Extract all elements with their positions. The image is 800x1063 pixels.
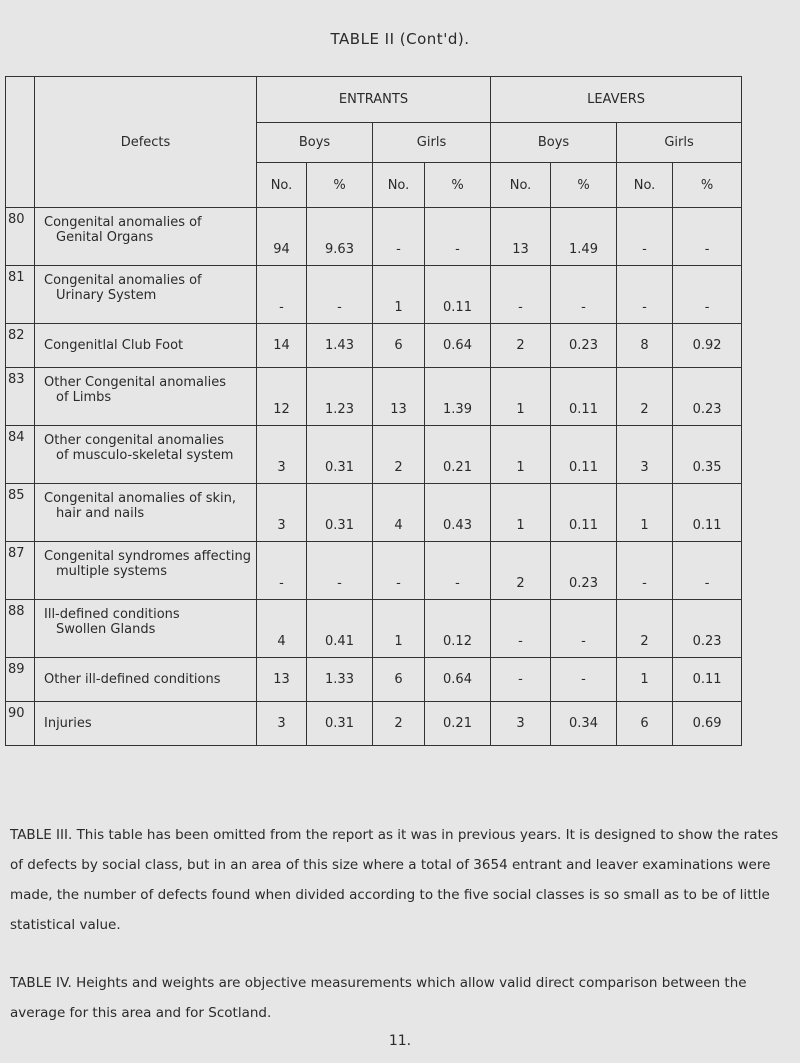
value-cell: 2 xyxy=(373,426,425,484)
value-cell: 0.34 xyxy=(551,702,617,746)
value-cell: 0.11 xyxy=(551,484,617,542)
value-cell: 0.64 xyxy=(425,324,491,368)
table3-note-text: TABLE III. This table has been omitted from the report as it was in previous years. It is designed to show the rates of defects by social class, but in an area of this size where a total of 3654 entrant and leaver examinations were made, the number of defects found when divided according to the five social classes is so small as to be of little statistical value. xyxy=(10,827,779,933)
value-cell: 0.31 xyxy=(307,484,373,542)
value-cell: 0.31 xyxy=(307,426,373,484)
leavers-girls-no-header: No. xyxy=(617,163,673,208)
leavers-girls-header: Girls xyxy=(617,123,742,163)
table-body xyxy=(6,208,742,746)
value-cell: 3 xyxy=(491,702,551,746)
defect-line-2: Urinary System xyxy=(56,288,157,303)
row-defect xyxy=(35,266,257,324)
table-row xyxy=(6,702,742,746)
entrants-boys-pct-header: % xyxy=(307,163,373,208)
row-code: 90 xyxy=(6,702,35,746)
value-cell: 13 xyxy=(491,208,551,266)
value-cell: 0.23 xyxy=(673,368,742,426)
value-cell: 1.23 xyxy=(307,368,373,426)
table3-note xyxy=(10,820,790,940)
leavers-girls-pct-header: % xyxy=(673,163,742,208)
value-cell: 9.63 xyxy=(307,208,373,266)
value-cell: 0.41 xyxy=(307,600,373,658)
row-code: 81 xyxy=(6,266,35,324)
value-cell: 94 xyxy=(257,208,307,266)
value-cell: 0.11 xyxy=(551,368,617,426)
table-row xyxy=(6,208,742,266)
value-cell: 1.39 xyxy=(425,368,491,426)
entrants-boys-header: Boys xyxy=(257,123,373,163)
value-cell: - xyxy=(617,208,673,266)
value-cell: 2 xyxy=(373,702,425,746)
value-cell: 6 xyxy=(373,658,425,702)
value-cell: 0.23 xyxy=(673,600,742,658)
defects-header: Defects xyxy=(35,77,257,208)
value-cell: 3 xyxy=(257,702,307,746)
value-cell: 8 xyxy=(617,324,673,368)
value-cell: 0.11 xyxy=(425,266,491,324)
value-cell: - xyxy=(307,542,373,600)
row-code: 85 xyxy=(6,484,35,542)
value-cell: 1.33 xyxy=(307,658,373,702)
entrants-header: ENTRANTS xyxy=(257,77,491,123)
row-code: 82 xyxy=(6,324,35,368)
value-cell: - xyxy=(425,542,491,600)
defect-line-2: hair and nails xyxy=(56,506,145,521)
defect-line-2: Swollen Glands xyxy=(56,622,156,637)
defect-line-1: Ill-defined conditions xyxy=(44,607,180,622)
value-cell: 12 xyxy=(257,368,307,426)
value-cell: 4 xyxy=(373,484,425,542)
table-row xyxy=(6,542,742,600)
defect-line-2: of musculo-skeletal system xyxy=(56,448,234,463)
value-cell: 13 xyxy=(257,658,307,702)
table-row xyxy=(6,426,742,484)
value-cell: 0.69 xyxy=(673,702,742,746)
leavers-boys-header: Boys xyxy=(491,123,617,163)
table-row xyxy=(6,484,742,542)
defect-line-1: Congenital anomalies of skin, xyxy=(44,491,237,506)
value-cell: - xyxy=(257,266,307,324)
leavers-boys-no-header: No. xyxy=(491,163,551,208)
value-cell: 1 xyxy=(617,658,673,702)
value-cell: 2 xyxy=(617,600,673,658)
value-cell: 0.31 xyxy=(307,702,373,746)
value-cell: - xyxy=(491,266,551,324)
value-cell: 0.23 xyxy=(551,542,617,600)
defect-line-2: Genital Organs xyxy=(56,230,154,245)
value-cell: 14 xyxy=(257,324,307,368)
value-cell: - xyxy=(551,600,617,658)
value-cell: 0.92 xyxy=(673,324,742,368)
value-cell: 3 xyxy=(257,426,307,484)
defect-line-1: Congenital anomalies of xyxy=(44,273,202,288)
page-title: TABLE II (Cont'd). xyxy=(330,30,470,48)
value-cell: 6 xyxy=(373,324,425,368)
row-defect xyxy=(35,368,257,426)
row-defect: Congenitlal Club Foot xyxy=(35,324,257,368)
page-number: 11. xyxy=(388,1033,412,1049)
value-cell: 1.43 xyxy=(307,324,373,368)
value-cell: - xyxy=(425,208,491,266)
defect-line-1: Congenital syndromes affecting xyxy=(44,549,251,564)
value-cell: - xyxy=(257,542,307,600)
row-defect: Injuries xyxy=(35,702,257,746)
value-cell: 1 xyxy=(373,600,425,658)
value-cell: 13 xyxy=(373,368,425,426)
value-cell: 0.64 xyxy=(425,658,491,702)
value-cell: 0.11 xyxy=(673,658,742,702)
value-cell: 0.21 xyxy=(425,426,491,484)
value-cell: 0.23 xyxy=(551,324,617,368)
row-code: 84 xyxy=(6,426,35,484)
row-code: 80 xyxy=(6,208,35,266)
value-cell: 1 xyxy=(491,484,551,542)
entrants-girls-pct-header: % xyxy=(425,163,491,208)
table4-note-text: TABLE IV. Heights and weights are objective measurements which allow valid direct comparison between the average for this area and for Scotland. xyxy=(10,975,747,1021)
table-row xyxy=(6,658,742,702)
value-cell: - xyxy=(617,542,673,600)
value-cell: 0.35 xyxy=(673,426,742,484)
value-cell: - xyxy=(307,266,373,324)
table-row xyxy=(6,368,742,426)
value-cell: - xyxy=(617,266,673,324)
entrants-girls-header: Girls xyxy=(373,123,491,163)
value-cell: 2 xyxy=(617,368,673,426)
value-cell: 1 xyxy=(491,368,551,426)
value-cell: 1.49 xyxy=(551,208,617,266)
table-row xyxy=(6,266,742,324)
table4-note xyxy=(10,968,790,1028)
value-cell: - xyxy=(673,266,742,324)
defect-line-2: of Limbs xyxy=(56,390,112,405)
value-cell: - xyxy=(673,542,742,600)
defect-line-1: Other Congenital anomalies xyxy=(44,375,227,390)
leavers-header: LEAVERS xyxy=(491,77,742,123)
row-code: 87 xyxy=(6,542,35,600)
row-code: 89 xyxy=(6,658,35,702)
row-code: 83 xyxy=(6,368,35,426)
row-defect xyxy=(35,542,257,600)
value-cell: 0.21 xyxy=(425,702,491,746)
value-cell: 0.12 xyxy=(425,600,491,658)
table-row xyxy=(6,600,742,658)
value-cell: - xyxy=(551,266,617,324)
value-cell: 1 xyxy=(617,484,673,542)
value-cell: 3 xyxy=(617,426,673,484)
value-cell: - xyxy=(373,208,425,266)
value-cell: 1 xyxy=(373,266,425,324)
row-defect: Other ill-defined conditions xyxy=(35,658,257,702)
value-cell: - xyxy=(491,658,551,702)
value-cell: - xyxy=(373,542,425,600)
leavers-boys-pct-header: % xyxy=(551,163,617,208)
row-defect xyxy=(35,426,257,484)
row-defect xyxy=(35,484,257,542)
table-row xyxy=(6,324,742,368)
value-cell: - xyxy=(673,208,742,266)
value-cell: 6 xyxy=(617,702,673,746)
entrants-boys-no-header: No. xyxy=(257,163,307,208)
value-cell: 0.11 xyxy=(551,426,617,484)
value-cell: 2 xyxy=(491,542,551,600)
row-code: 88 xyxy=(6,600,35,658)
row-defect xyxy=(35,600,257,658)
row-defect xyxy=(35,208,257,266)
defect-line-2: multiple systems xyxy=(56,564,167,579)
defects-table xyxy=(5,76,742,746)
value-cell: - xyxy=(551,658,617,702)
value-cell: - xyxy=(491,600,551,658)
defect-line-1: Congenital anomalies of xyxy=(44,215,202,230)
value-cell: 3 xyxy=(257,484,307,542)
value-cell: 2 xyxy=(491,324,551,368)
value-cell: 0.11 xyxy=(673,484,742,542)
entrants-girls-no-header: No. xyxy=(373,163,425,208)
value-cell: 1 xyxy=(491,426,551,484)
value-cell: 4 xyxy=(257,600,307,658)
defect-line-1: Other congenital anomalies xyxy=(44,433,225,448)
code-header xyxy=(6,77,35,208)
value-cell: 0.43 xyxy=(425,484,491,542)
